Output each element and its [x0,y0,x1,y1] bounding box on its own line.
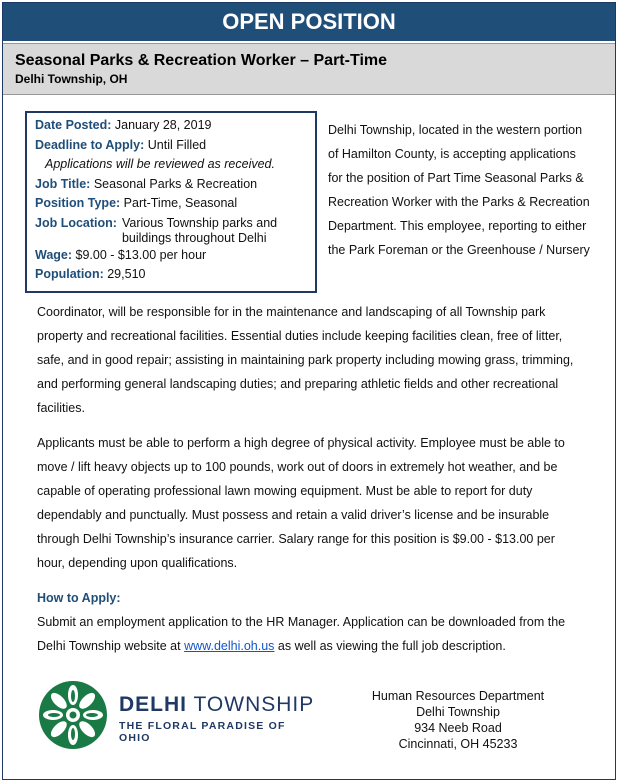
address-street: 934 Neeb Road [414,721,502,735]
date-posted-row [35,116,307,136]
job-location-row [35,214,307,246]
date-posted-value: January 28, 2019 [114,118,212,132]
population-value: 29,510 [107,267,146,281]
address-dept: Human Resources Department [371,689,545,703]
how-to-apply-text [37,610,582,658]
position-type-row [35,194,307,214]
job-info-box [25,111,317,293]
deadline-value: Until Filled [147,137,207,152]
wage-row [35,246,307,266]
logo-wordmark [119,693,317,744]
deadline-label: Deadline to Apply: [35,137,145,152]
review-note: Applications will be reviewed as received. [45,157,275,171]
website-link[interactable]: www.delhi.oh.us [184,639,275,653]
position-type-value: Part-Time, Seasonal [123,196,238,210]
logo-name-bold: DELHI [119,693,187,716]
open-position-banner: OPEN POSITION [3,3,615,41]
flower-logo-icon [37,679,109,751]
job-title-row [35,175,307,195]
logo-name-rest: TOWNSHIP [193,693,315,716]
address-org: Delhi Township [416,705,500,719]
hr-address-block [353,688,563,752]
job-posting-page [2,2,616,780]
deadline-row [35,136,307,156]
job-title-label: Job Title: [35,176,91,191]
requirements-paragraph: Applicants must be able to perform a high degree of physical activity. Employee must be able to move / lift heavy objects up to 100 pounds, work out of doors in extremely hot weather, and be capable of operating professional lawn mowing equipment. Must be able to report for duty dependably and punctually. Must possess and retain a valid driver’s license and be insurable through Delhi Township’s insurance carrier. Salary range for this position is $9.00 - $13.00 per hour, depending upon qualifications. [37,436,565,570]
job-location-value: Various Township parks and buildings throughout Delhi [121,215,278,245]
job-title-bar [3,43,615,95]
how-to-apply-heading: How to Apply: [37,591,121,605]
job-title-heading: Seasonal Parks & Recreation Worker – Part-Time [15,52,388,69]
position-type-label: Position Type: [35,196,121,210]
job-title-value: Seasonal Parks & Recreation [93,176,258,191]
job-location-heading: Delhi Township, OH [15,72,128,86]
intro-paragraph-continued: Coordinator, will be responsible for in the maintenance and landscaping of all Township park property and recreational facilities. Essential duties include keeping facilities clean, free of litter, safe, and in good repair; assisting in maintaining park property including mowing grass, trimming, and performing general landscaping duties; and preparing athletic fields and other recreational facilities. [37,305,574,415]
job-location-label: Job Location: [35,215,117,230]
address-city: Cincinnati, OH 45233 [398,737,518,751]
wage-value: $9.00 - $13.00 per hour [75,247,207,262]
how-to-apply-section [37,586,582,658]
logo-tagline: THE FLORAL PARADISE OF OHIO [119,720,286,744]
population-row [35,265,307,285]
how-to-apply-text-part2: as well as viewing the full job description. [277,639,506,653]
delhi-township-logo [37,679,317,749]
population-label: Population: [35,267,104,281]
date-posted-label: Date Posted: [35,118,112,132]
how-to-apply-text-part1: Submit an employment application to the HR Manager. Application can be downloaded from the Delhi Township website at [37,615,566,653]
wage-label: Wage: [35,247,73,262]
intro-paragraph-side: Delhi Township, located in the western portion of Hamilton County, is accepting applications for the position of Part Time Seasonal Parks & Recreation Worker with the Parks & Recreation Department. This employee, reporting to either the Park Foreman or the Greenhouse / Nursery [328,123,590,257]
